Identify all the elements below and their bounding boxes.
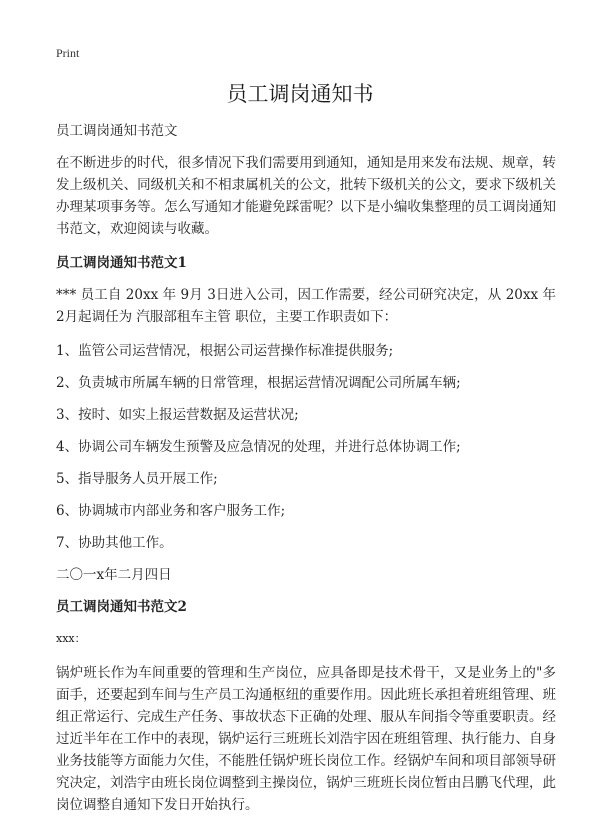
duty-item-6: 6、协调城市内部业务和客户服务工作; [56,503,286,519]
section1-heading: 员工调岗通知书范文1 [56,255,187,271]
duty-item-5: 5、指导服务人员开展工作; [56,471,218,487]
duty-item-2: 2、负责城市所属车辆的日常管理，根据运营情况调配公司所属车辆; [56,375,461,391]
section2-heading: 员工调岗通知书范文2 [56,599,187,615]
document-body [56,120,556,828]
print-label[interactable]: Print [56,46,80,60]
duty-item-1: 1、监管公司运营情况，根据公司运营操作标准提供服务; [56,343,394,359]
duty-item-3: 3、按时、如实上报运营数据及运营状况; [56,407,299,423]
intro-paragraph: 在不断进步的时代，很多情况下我们需要用到通知，通知是用来发布法规、规章，转发上级机关、同级机关和不相隶属机关的公文，批转下级机关的公文，要求下级机关办理某项事务等。怎么写通知才能避免踩雷呢？以下是小编收集整理的员工调岗通知书范文，欢迎阅读与收藏。 [56,155,556,237]
document-title: 员工调岗通知书 [226,82,374,106]
document-subtitle: 员工调岗通知书范文 [56,123,178,139]
section2-body: 锅炉班长作为车间重要的管理和生产岗位，应具备即是技术骨干，又是业务上的"多面手，还要起到车间与生产员工沟通枢纽的重要作用。因此班长承担着班组管理、班组正常运行、完成生产任务、事故状态下正确的处理、服从车间指令等重要职责。经过近半年在工作中的表现，锅炉运行三班班长刘浩宇因在班组管理、执行能力、自身业务技能等方面能力欠佳，不能胜任锅炉班长岗位工作。经锅炉车间和项目部领导研究决定，刘浩宇由班长岗位调整到主操岗位，锅炉三班班长岗位暂由吕鹏飞代理，此岗位调整自通知下发日开始执行。 [56,665,556,813]
section1-opening: *** 员工自 20xx 年 9月 3日进入公司，因工作需要，经公司研究决定，从 20xx 年 2月起调任为 汽服部租车主管 职位，主要工作职责如下： [56,287,556,325]
duty-item-7: 7、协助其他工作。 [56,535,173,551]
section2-salutation: xxx： [56,632,86,645]
section1-date: 二〇一x年二月四日 [56,567,172,583]
duty-item-4: 4、协调公司车辆发生预警及应急情况的处理，并进行总体协调工作; [56,439,461,455]
